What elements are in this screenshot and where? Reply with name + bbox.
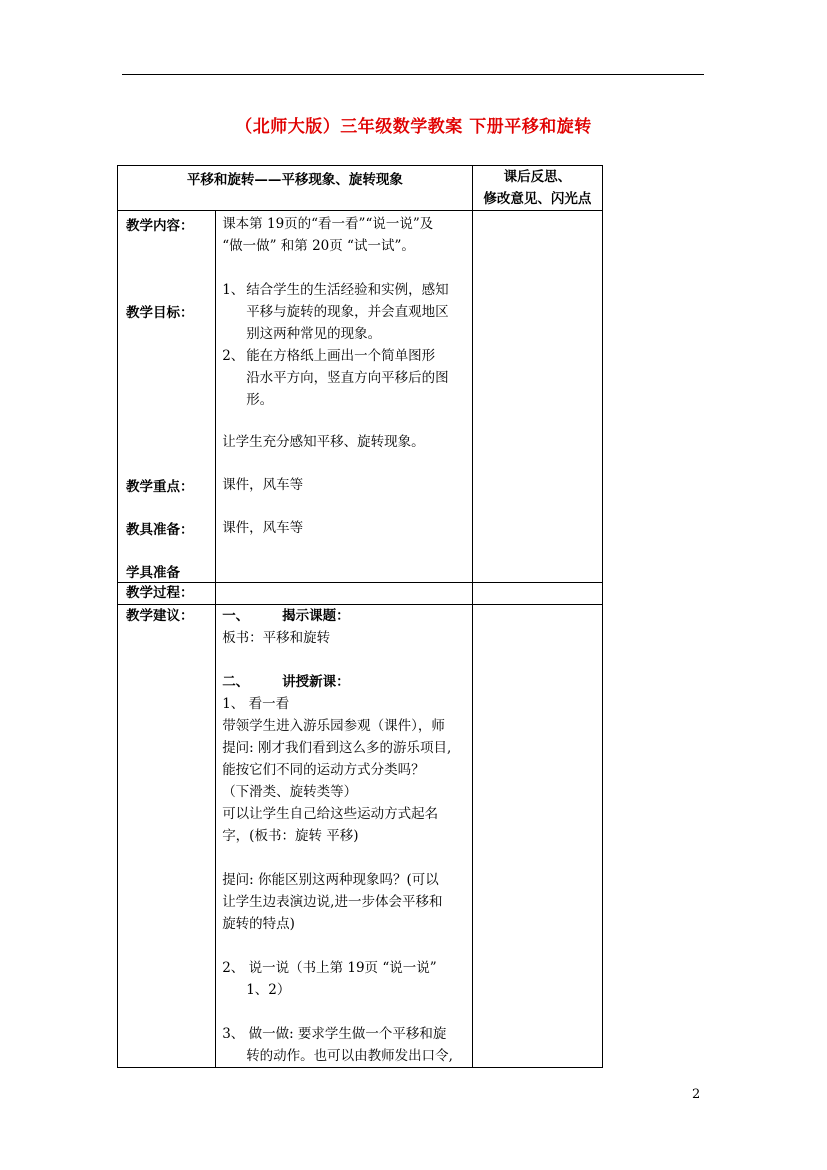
section-2-title: 二、 讲授新课： <box>222 674 350 690</box>
header-side-line-2: 修改意见、闪光点 <box>483 191 592 207</box>
item-2: 2、 说一说（书上第 19页 “说一说” 1、2） <box>222 960 437 998</box>
process-reflection-cell <box>472 583 602 605</box>
teaching-goals <box>222 279 468 411</box>
section-1-board: 板书：平移和旋转 <box>222 630 331 646</box>
label-suggestions: 教学建议： <box>126 608 194 624</box>
label-content: 教学内容： <box>126 218 194 234</box>
header-rule <box>122 74 704 75</box>
content-cell <box>216 211 473 583</box>
key-value: 课件，风车等 <box>222 477 304 493</box>
labels-cell <box>118 211 216 583</box>
paragraph-1: 带领学生进入游乐园参观（课件），师 提问: 刚才我们看到这么多的游乐项目, 能按它们不同的运动方式分类吗？ （下滑类、旋转类等） 可以让学生自己给这些运动方式起名 字，(板书：旋转 平移) <box>222 718 452 844</box>
suggestions-content-cell <box>216 605 473 1068</box>
reflection-cell <box>472 211 602 583</box>
process-label-cell <box>118 583 216 605</box>
suggestions-reflection-cell <box>472 605 602 1068</box>
label-process: 教学过程： <box>126 585 194 601</box>
table-header-main: 平移和旋转——平移现象、旋转现象 <box>118 166 473 211</box>
table-header-side <box>472 166 602 211</box>
label-student-tools: 学具准备 <box>126 565 180 581</box>
content-line: 课本第 19页的“看一看”“说一说”及 <box>222 216 434 232</box>
header-side-line-1: 课后反思、 <box>503 169 572 185</box>
section-1-title: 一、 揭示课题： <box>222 608 350 624</box>
teacher-tools-value: 课件，风车等 <box>222 520 304 536</box>
goal-item-2: 2、 能在方格纸上画出一个简单图形 沿水平方向，竖直方向平移后的图 形。 <box>222 348 449 408</box>
suggestions-label-cell <box>118 605 216 1068</box>
teaching-focus: 让学生充分感知平移、旋转现象。 <box>222 434 425 450</box>
label-goals: 教学目标： <box>126 305 194 321</box>
label-key: 教学重点： <box>126 479 194 495</box>
process-content-cell <box>216 583 473 605</box>
teaching-content <box>222 213 468 257</box>
label-teacher-tools: 教具准备： <box>126 522 194 538</box>
goal-item-1: 1、 结合学生的生活经验和实例，感知 平移与旋转的现象，并会直观地区 别这两种常见的现象。 <box>222 282 449 342</box>
content-line: “做一做” 和第 20页 “试一试”。 <box>222 238 415 254</box>
page-number: 2 <box>692 1087 701 1102</box>
item-3: 3、 做一做: 要求学生做一个平移和旋 转的动作。也可以由教师发出口令, <box>222 1026 453 1064</box>
paragraph-2: 提问: 你能区别这两种现象吗？(可以 让学生边表演边说,进一步体会平移和 旋转的特点) <box>222 872 443 932</box>
lesson-plan-table <box>117 165 603 1068</box>
item-1-title: 1、 看一看 <box>222 696 290 712</box>
document-title: （北师大版）三年级数学教案 下册平移和旋转 <box>235 117 592 137</box>
